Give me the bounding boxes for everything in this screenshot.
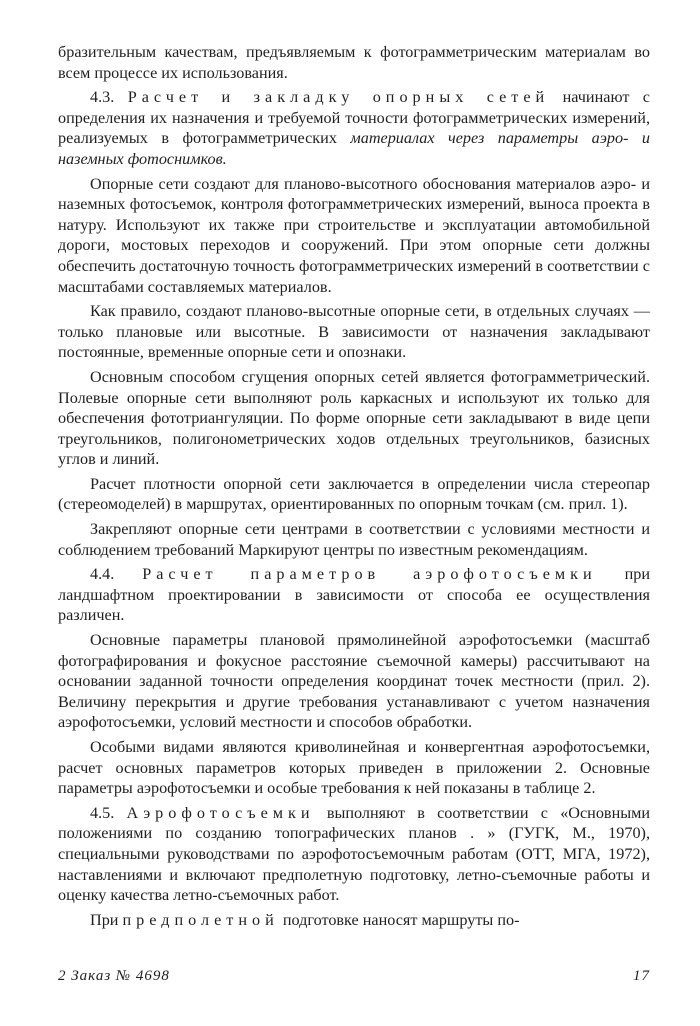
paragraph-density-calculation — [58, 474, 650, 515]
paragraph-text: начинают с определения их назначения и требуемой точности фотограмметрических измерений, реализуемых в фотограмметрических — [58, 88, 650, 148]
section-number: 4.3. — [90, 88, 115, 107]
paragraph-text: Расчет плотности опорной сети заключается в определении числа стереопар (стереомоделей) в маршрутах, ориентированных по опорным точкам (см. прил. 1). — [58, 474, 650, 514]
paragraph-continuation — [58, 42, 650, 83]
paragraph-text: при ландшафтном проектировании в зависимости от способа ее осуществления различен. — [58, 565, 650, 625]
paragraph-text: Основные параметры плановой прямолинейной аэрофотосъемки (масштаб фотографирования и фокусное расстояние съемочной камеры) рассчитывают на основании заданной точности определения координат точек местности (прил. 2). Величину перекрытия и другие требования устанавливают с учетом назначения аэрофотосъемки, условий местности и способов обработки. — [58, 631, 650, 732]
paragraph-reference-networks — [58, 174, 650, 298]
section-number: 4.4. — [90, 565, 115, 584]
paragraph-section-4-5 — [58, 803, 650, 906]
paragraph-text: Как правило, создают планово-высотные опорные сети, в отдельных случаях — только плановые или высотные. В зависимости от назначения закладывают постоянные, временные опорные сети и опознаки. — [58, 302, 650, 362]
paragraph-text: Закрепляют опорные сети центрами в соответствии с условиями местности и соблюдением требований Маркируют центры по известным рекомендациям. — [58, 520, 650, 559]
paragraph-aerial-parameters — [58, 630, 650, 733]
section-heading: Расчет и закладку опорных сетей — [127, 88, 550, 107]
page-number: 17 — [633, 968, 650, 984]
paragraph-section-4-3 — [58, 87, 650, 169]
paragraph-text: Особыми видами являются криволинейная и конвергентная аэрофотосъемки, расчет основных параметров которых приведен в приложении 2. Основные параметры аэрофотосъемки и особые требования к ней показаны в таблице 2. — [58, 738, 650, 798]
paragraph-text: При — [90, 910, 123, 929]
paragraph-network-types — [58, 301, 650, 363]
section-heading: Аэрофотосъемки — [126, 803, 315, 822]
paragraph-densification — [58, 367, 650, 470]
paragraph-text: бразительным качествам, предъявляемым к фотограмметрическим материалам во всем процессе их использования. — [58, 43, 650, 82]
section-number: 4.5. — [90, 803, 115, 822]
spaced-term: предполетной — [122, 910, 279, 929]
italic-text: материалах через параметры аэро- и наземных фотоснимков. — [58, 129, 651, 168]
section-heading: Расчет параметров аэрофотосъемки — [142, 565, 597, 584]
paragraph-fixing-networks — [58, 519, 650, 560]
printing-signature: 2 Заказ № 4698 — [58, 968, 170, 984]
paragraph-preflight — [58, 910, 650, 931]
paragraph-text: выполняют в соответствии с «Основными положениями по созданию топографических планов . » (ГУГК, М., 1970), специальными руководствами по аэрофотосъемочным работам (ОТТ, МГА, 1972), наставлениями и включают предполетную подготовку, летно-съемочные работы и оценку качества летно-съемочных работ. — [58, 803, 651, 905]
paragraph-section-4-4 — [58, 564, 650, 626]
paragraph-text: Основным способом сгущения опорных сетей является фотограмметрический. Полевые опорные сети выполняют роль каркасных и используют их только для обеспечения фототриангуляции. По форме опорные сети закладывают в виде цепи треугольников, полигонометрических ходов отдельных треугольников, базисных углов и линий. — [58, 367, 650, 469]
paragraph-text: подготовке наносят маршруты по- — [278, 910, 520, 929]
page-footer — [58, 968, 650, 985]
paragraph-special-types — [58, 737, 650, 799]
paragraph-text: Опорные сети создают для планово-высотного обоснования материалов аэро- и наземных фотосъемок, контроля фотограмметрических измерений, выноса проекта в натуру. Используют их также при строительстве и эксплуатации автомобильной дороги, мостовых переходов и сооружений. При этом опорные сети должны обеспечить достаточную точность фотограмметрических измерений в соответствии с масштабами составляемых материалов. — [58, 174, 650, 296]
